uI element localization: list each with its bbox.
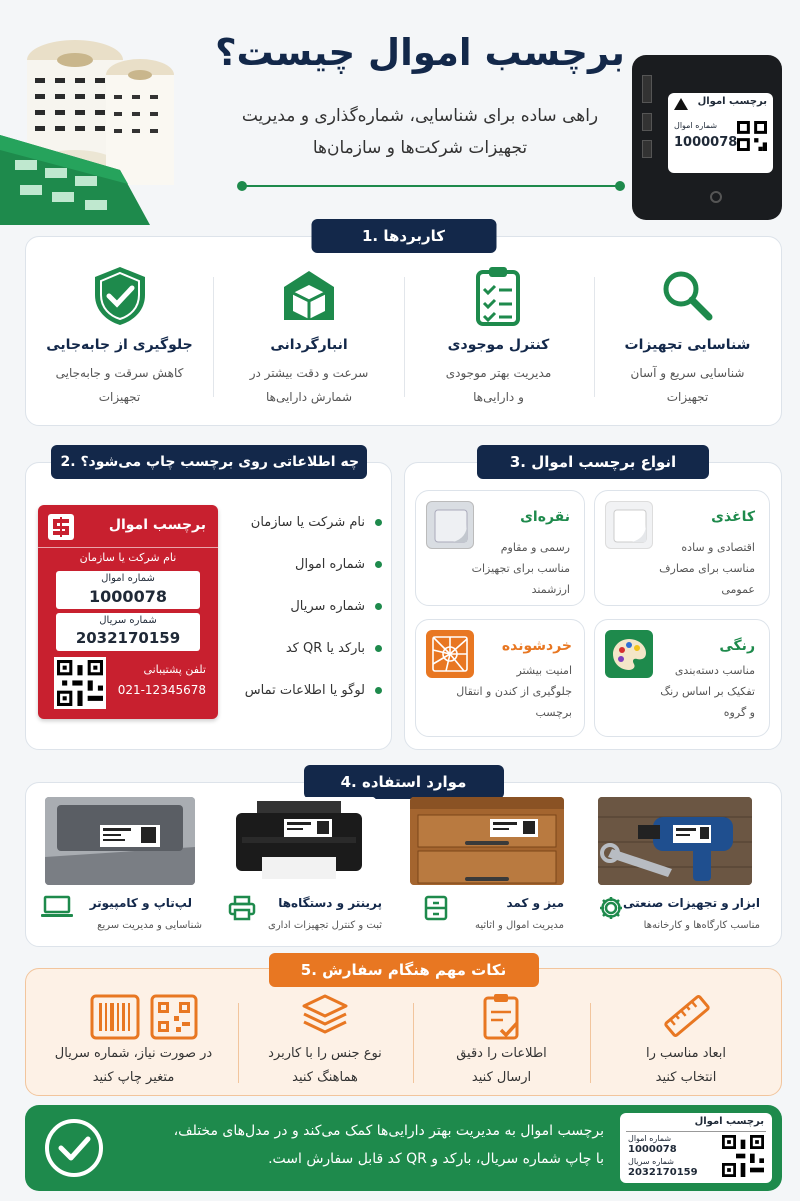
qr-code-icon — [54, 657, 106, 709]
printer-photo — [222, 797, 376, 885]
use-item-desc: تجهیزات — [666, 390, 709, 404]
use-item-title: انبارگردانی — [270, 337, 348, 353]
tip-text: اطلاعات را دقیق — [456, 1046, 547, 1061]
laptop-photo — [45, 797, 195, 885]
use-item-title: شناسایی تجهیزات — [624, 337, 751, 353]
warning-triangle-icon — [674, 98, 688, 110]
furniture-photo — [410, 797, 564, 885]
application-desc: شناسایی و مدیریت سریع — [97, 920, 202, 931]
application-title: ابزار و تجهیزات صنعتی — [622, 896, 760, 910]
info-list-text: لوگو یا اطلاعات تماس — [244, 683, 365, 698]
magnifier-icon — [657, 265, 717, 325]
use-item-desc: کاهش سرقت و جابه‌جایی — [55, 366, 184, 380]
use-item-desc: شمارش دارایی‌ها — [265, 390, 353, 404]
application-desc: مدیریت اموال و اثاثیه — [475, 920, 564, 931]
info-list-text: بارکد یا QR کد — [285, 641, 365, 656]
type-title: نقره‌ای — [520, 509, 570, 525]
type-title: رنگی — [719, 638, 755, 654]
type-desc: عمومی — [721, 583, 755, 596]
application-desc: ثبت و کنترل تجهیزات اداری — [268, 920, 382, 931]
bullet-icon — [375, 561, 382, 568]
label-asset-number: 1000078 — [89, 587, 167, 606]
application-desc: مناسب کارگاه‌ها و کارخانه‌ها — [643, 920, 760, 931]
footer-label-title: برچسب اموال — [694, 1116, 764, 1127]
label-title: برچسب اموال — [108, 517, 206, 533]
clipboard-check-icon — [477, 992, 525, 1042]
palette-icon — [605, 630, 653, 678]
qr-code-icon — [737, 121, 767, 151]
footer-sample-label — [620, 1113, 772, 1183]
divider — [38, 547, 218, 548]
application-item-laptop — [40, 890, 210, 940]
use-item-desc: تجهیزات — [98, 390, 141, 404]
section-info-tag: 2. چه اطلاعاتی روی برچسب چاپ می‌شود؟ — [51, 445, 367, 479]
info-list-text: شماره اموال — [295, 557, 365, 572]
use-item-desc: شناسایی سریع و آسان — [630, 366, 745, 380]
tip-text: نوع جنس را با کاربرد — [268, 1046, 382, 1061]
application-item-printer — [226, 890, 396, 940]
label-phone-caption: تلفن پشتیبانی — [143, 663, 206, 676]
application-item-tools — [594, 890, 764, 940]
shatter-icon — [426, 630, 474, 678]
silver-sticker-icon — [426, 501, 474, 549]
tip-text: متغیر چاپ کنید — [92, 1070, 175, 1085]
layers-icon — [300, 992, 350, 1040]
type-desc: ارزشمند — [531, 583, 570, 596]
title-underline-dot-right — [615, 181, 625, 191]
title-underline — [242, 185, 620, 187]
use-item-title: جلوگیری از جابه‌جایی — [46, 337, 193, 353]
section-applications-tag: 4. موارد استفاده — [304, 765, 504, 799]
footer-banner — [25, 1105, 782, 1191]
type-desc: و گروه — [723, 706, 755, 719]
tip-text: در صورت نیاز، شماره سریال — [54, 1046, 213, 1061]
tip-text: ارسال کنید — [471, 1070, 532, 1085]
application-title: پرینتر و دستگاه‌ها — [278, 896, 382, 910]
info-list — [222, 508, 382, 718]
type-title: کاغذی — [711, 509, 755, 525]
sample-label-title: برچسب اموال — [697, 96, 767, 107]
application-item-furniture — [418, 890, 568, 940]
type-title: خردشونده — [501, 638, 572, 654]
header — [0, 0, 800, 225]
type-card-paper — [594, 490, 770, 606]
cabinet-icon — [424, 895, 448, 921]
type-card-colored — [594, 619, 770, 737]
use-item-stocktaking — [214, 265, 404, 415]
info-list-item — [222, 550, 382, 592]
info-list-text: شماره سریال — [290, 599, 365, 614]
paper-sticker-icon — [605, 501, 653, 549]
clipboard-checklist-icon — [468, 265, 528, 327]
page-subtitle-line1: راهی ساده برای شناسایی، شماره‌گذاری و مدیریت — [241, 106, 599, 126]
ruler-icon — [662, 992, 712, 1040]
section-tips-tag: 5. نکات مهم هنگام سفارش — [269, 953, 539, 987]
tip-item-material — [237, 992, 413, 1092]
type-desc: برچسب — [535, 706, 572, 719]
barcode-qr-icon — [90, 994, 200, 1040]
use-item-desc: سرعت و دقت بیشتر در — [249, 366, 369, 380]
use-item-desc: و دارایی‌ها — [473, 390, 524, 404]
bullet-icon — [375, 519, 382, 526]
application-title: میز و کمد — [506, 896, 564, 910]
use-item-identification — [593, 265, 782, 415]
page-title: برچسب اموال چیست؟ — [215, 31, 625, 74]
tip-text: هماهنگ کنید — [292, 1070, 358, 1085]
label-company: نام شرکت یا سازمان — [79, 551, 177, 564]
use-item-anti-relocation — [25, 265, 214, 415]
bullet-icon — [375, 687, 382, 694]
company-logo — [48, 514, 74, 540]
page-subtitle-line2: تجهیزات شرکت‌ها و سازمان‌ها — [312, 138, 528, 158]
type-desc: اقتصادی و ساده — [681, 541, 755, 554]
qr-code-icon — [722, 1135, 764, 1177]
label-serial-box — [56, 613, 200, 651]
sample-asset-label — [668, 93, 773, 173]
info-list-item — [222, 508, 382, 550]
red-asset-label — [38, 505, 218, 719]
type-desc: جلوگیری از کندن و انتقال — [456, 685, 572, 698]
type-desc: مناسب دسته‌بندی — [674, 664, 755, 677]
type-card-silver — [415, 490, 585, 606]
use-item-title: کنترل موجودی — [447, 337, 550, 353]
gear-icon — [598, 895, 624, 921]
use-item-desc: مدیریت بهتر موجودی — [445, 366, 552, 380]
bullet-icon — [375, 645, 382, 652]
industrial-tool-photo — [598, 797, 752, 885]
info-list-item — [222, 676, 382, 718]
section-uses-tag: 1. کاربردها — [311, 219, 496, 253]
info-list-item — [222, 634, 382, 676]
sample-label-field: شماره اموال — [674, 121, 718, 130]
divider — [626, 1131, 766, 1132]
tip-item-serial — [30, 992, 237, 1092]
tip-item-size — [590, 992, 782, 1092]
type-desc: رسمی و مقاوم — [500, 541, 570, 554]
type-desc: مناسب برای تجهیزات — [471, 562, 570, 575]
shield-check-icon — [90, 265, 150, 327]
type-desc: امنیت بیشتر — [516, 664, 572, 677]
printer-icon — [228, 895, 256, 921]
computer-case-photo — [632, 55, 782, 220]
type-desc: تفکیک بر اساس رنگ — [660, 685, 755, 698]
type-desc: مناسب برای مصارف — [659, 562, 755, 575]
footer-text-line1: برچسب اموال به مدیریت بهتر دارایی‌ها کمک می‌کند و در مدل‌های مختلف، — [173, 1123, 604, 1139]
label-asset-caption: شماره اموال — [101, 573, 155, 584]
label-phone: 021-12345678 — [117, 683, 206, 697]
footer-label-serial-number: 2032170159 — [628, 1167, 698, 1178]
tip-text: ابعاد مناسب را — [646, 1046, 726, 1061]
label-rolls-image — [0, 20, 175, 225]
label-asset-box — [56, 571, 200, 609]
tip-text: انتخاب کنید — [655, 1070, 717, 1085]
title-underline-dot-left — [237, 181, 247, 191]
label-serial-caption: شماره سریال — [99, 615, 157, 626]
sample-label-number: 1000078 — [674, 135, 738, 150]
laptop-icon — [40, 895, 74, 919]
footer-label-asset-caption: شماره اموال — [628, 1134, 672, 1143]
footer-label-serial-caption: شماره سریال — [628, 1157, 674, 1166]
application-title: لپ‌تاپ و کامپیوتر — [89, 896, 192, 910]
info-list-text: نام شرکت یا سازمان — [250, 515, 365, 530]
warehouse-icon — [279, 265, 339, 325]
section-types-tag: 3. انواع برچسب اموال — [477, 445, 709, 479]
label-serial-number: 2032170159 — [75, 629, 181, 647]
footer-label-asset-number: 1000078 — [628, 1144, 677, 1155]
type-card-destructible — [415, 619, 585, 737]
tip-item-accurate-info — [413, 992, 590, 1092]
use-item-inventory — [404, 265, 593, 415]
footer-text-line2: با چاپ شماره سریال، بارکد و QR کد قابل سفارش است. — [268, 1151, 604, 1167]
bullet-icon — [375, 603, 382, 610]
info-list-item — [222, 592, 382, 634]
